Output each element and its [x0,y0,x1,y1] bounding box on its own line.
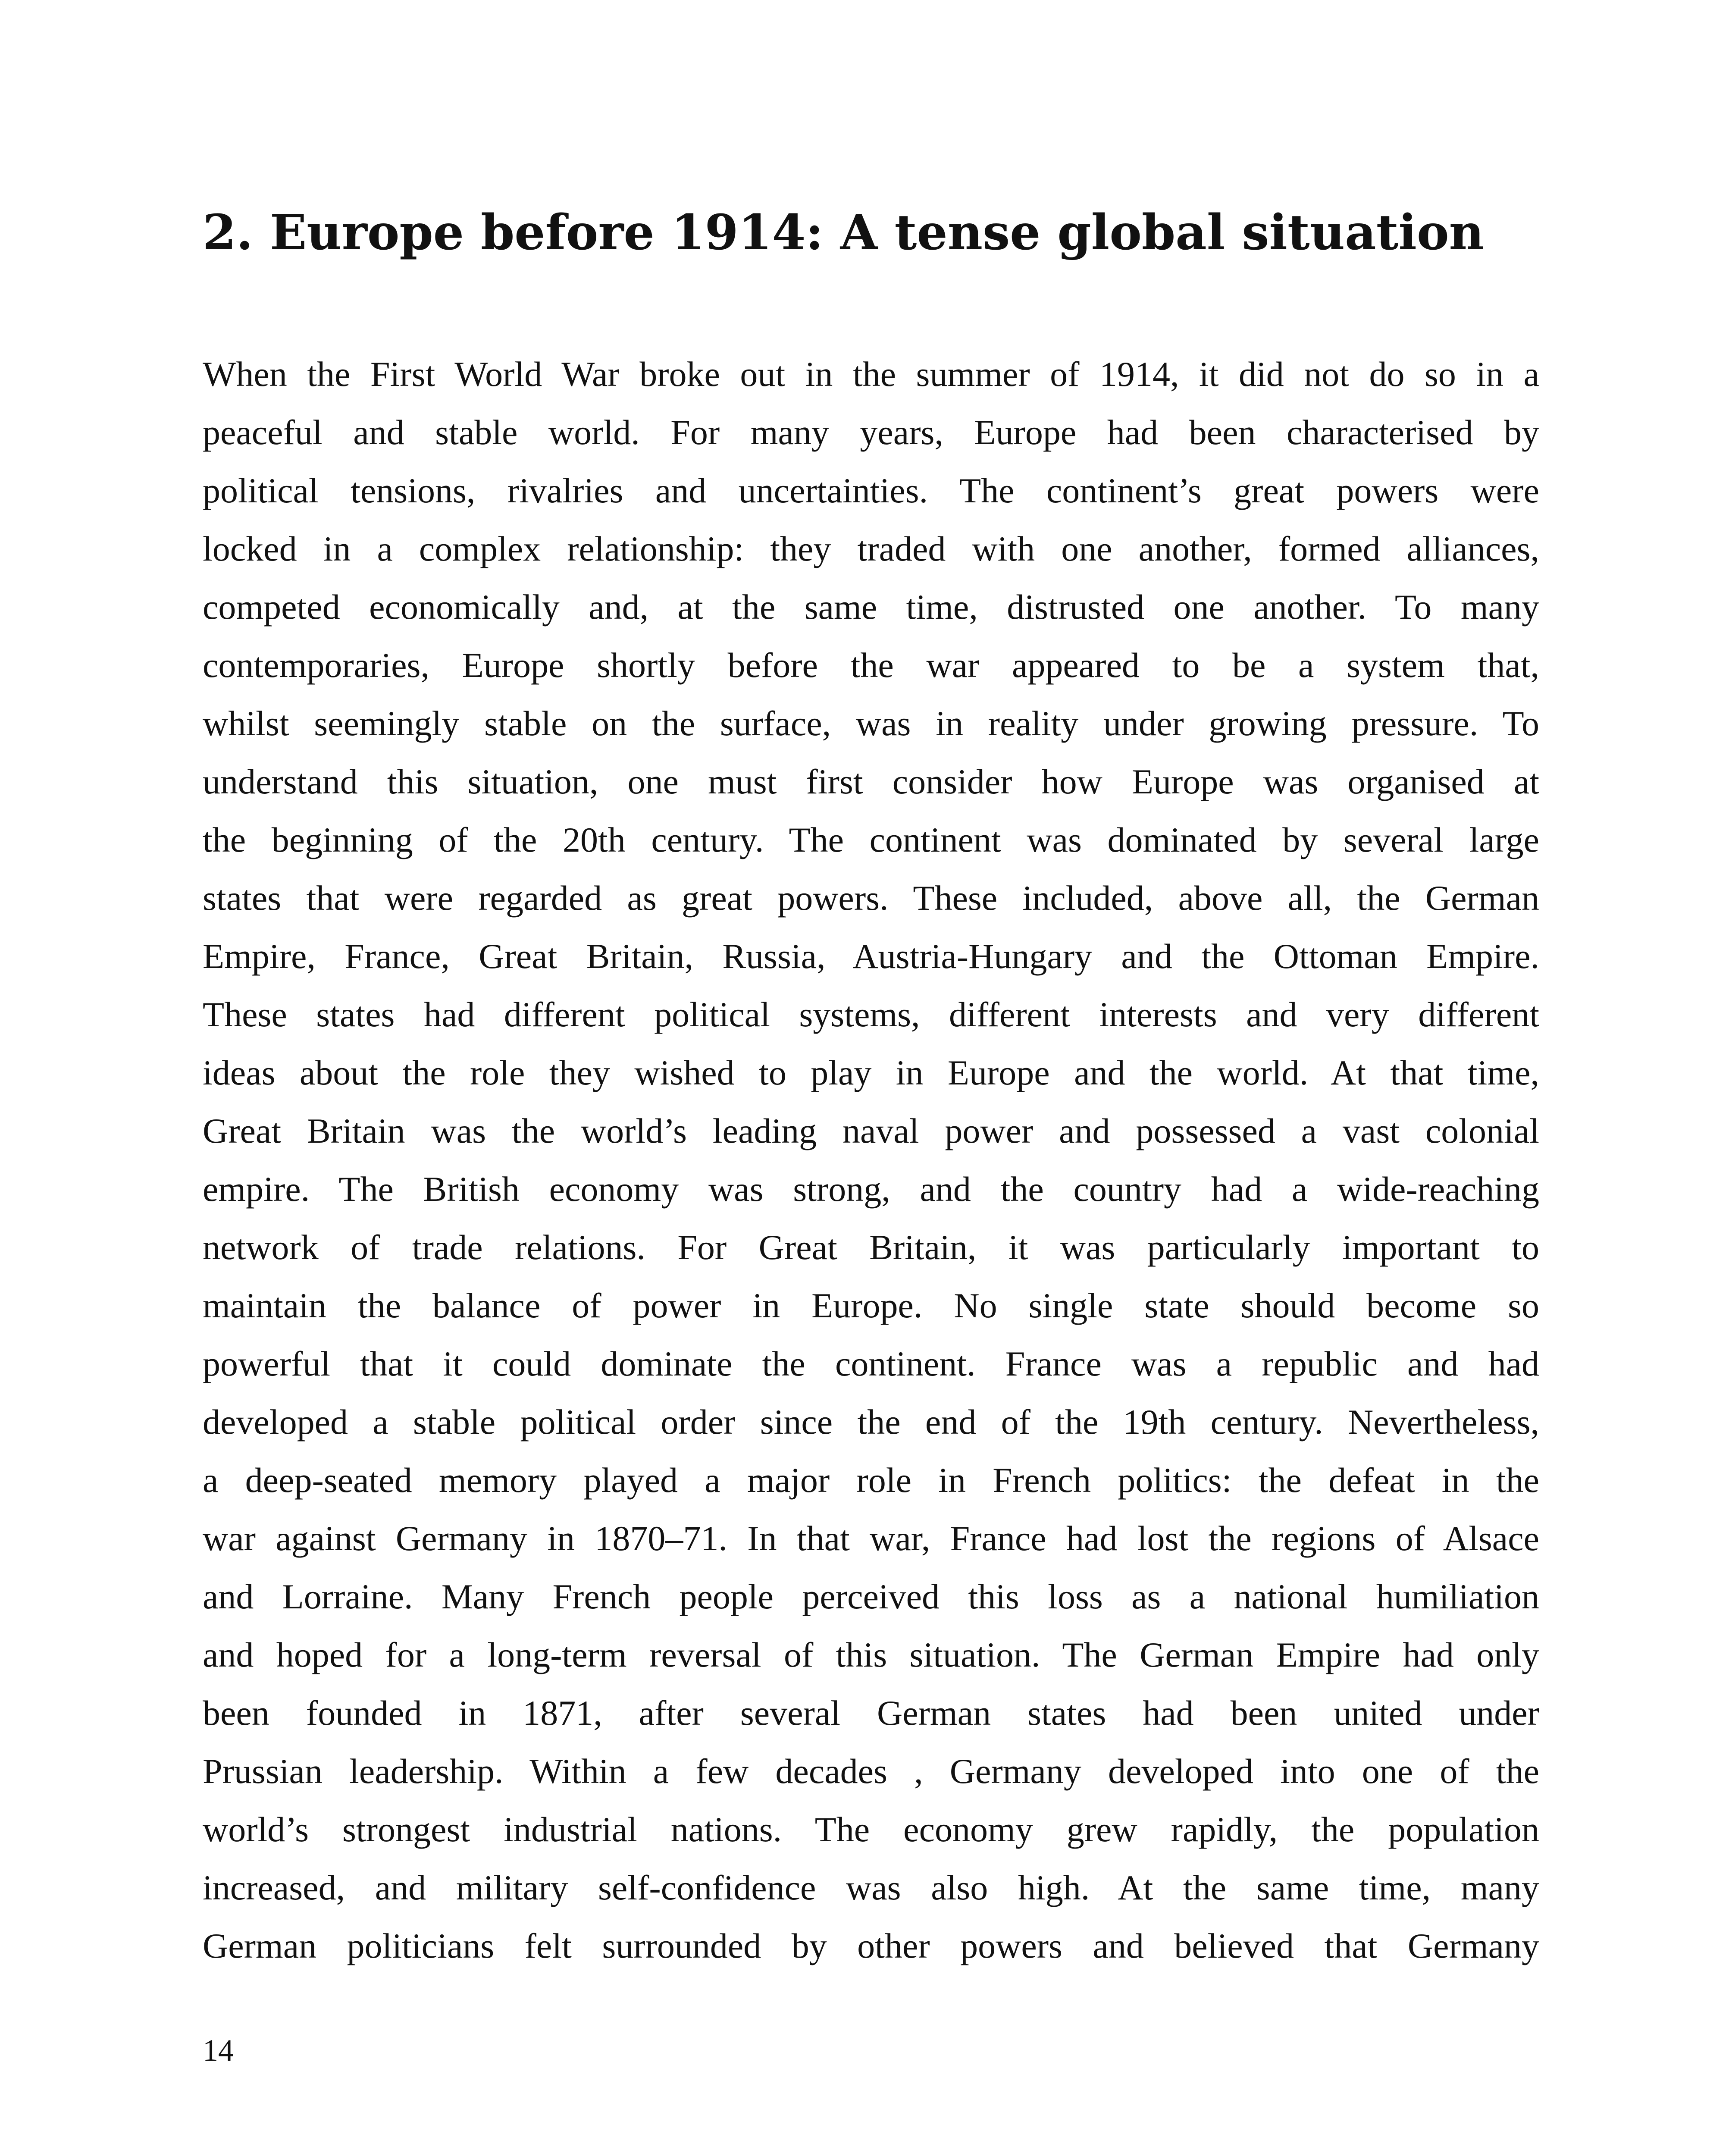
page-number: 14 [203,2033,234,2068]
text-line: and hoped for a long-term reversal of this situation. The German Empire had only [203,1635,1539,1674]
text-line: whilst seemingly stable on the surface, was in reality under growing pressure. To [203,704,1539,743]
text-line: political tensions, rivalries and uncertainties. The continent’s great powers were [203,471,1539,510]
text-line: war against Germany in 1870–71. In that war, France had lost the regions of Alsace [203,1519,1539,1558]
text-line: ideas about the role they wished to play in Europe and the world. At that time, [203,1053,1539,1092]
text-line: Empire, France, Great Britain, Russia, Austria-Hungary and the Ottoman Empire. [203,937,1539,976]
text-line: powerful that it could dominate the continent. France was a republic and had [203,1344,1539,1383]
text-line: developed a stable political order since the end of the 19th century. Nevertheless, [203,1402,1539,1442]
text-line: competed economically and, at the same time, distrusted one another. To many [203,587,1539,627]
text-line: Great Britain was the world’s leading naval power and possessed a vast colonial [203,1111,1539,1150]
text-line: been founded in 1871, after several German states had been united under [203,1693,1539,1733]
text-line: empire. The British economy was strong, and the country had a wide-reaching [203,1169,1539,1209]
text-line: states that were regarded as great powers. These included, above all, the German [203,878,1539,918]
text-line: the beginning of the 20th century. The continent was dominated by several large [203,820,1539,859]
text-line: world’s strongest industrial nations. The economy grew rapidly, the population [203,1810,1539,1849]
text-line: increased, and military self-confidence was also high. At the same time, many [203,1868,1539,1907]
chapter-heading: 2. Europe before 1914: A tense global situation [203,204,1485,261]
text-line: contemporaries, Europe shortly before the war appeared to be a system that, [203,646,1539,685]
text-line: understand this situation, one must first consider how Europe was organised at [203,762,1539,801]
text-line: a deep-seated memory played a major role in French politics: the defeat in the [203,1460,1539,1500]
text-line: and Lorraine. Many French people perceived this loss as a national humiliation [203,1577,1539,1616]
text-line: maintain the balance of power in Europe. No single state should become so [203,1286,1539,1325]
text-line: peaceful and stable world. For many years, Europe had been characterised by [203,413,1539,452]
body-paragraph [203,345,1539,1975]
text-line: Prussian leadership. Within a few decades , Germany developed into one of the [203,1752,1539,1791]
text-line: When the First World War broke out in the summer of 1914, it did not do so in a [203,354,1539,394]
text-line: These states had different political systems, different interests and very different [203,995,1539,1034]
text-line: locked in a complex relationship: they traded with one another, formed alliances, [203,529,1539,568]
text-line: German politicians felt surrounded by other powers and believed that Germany [203,1926,1539,1965]
text-line: network of trade relations. For Great Britain, it was particularly important to [203,1228,1539,1267]
